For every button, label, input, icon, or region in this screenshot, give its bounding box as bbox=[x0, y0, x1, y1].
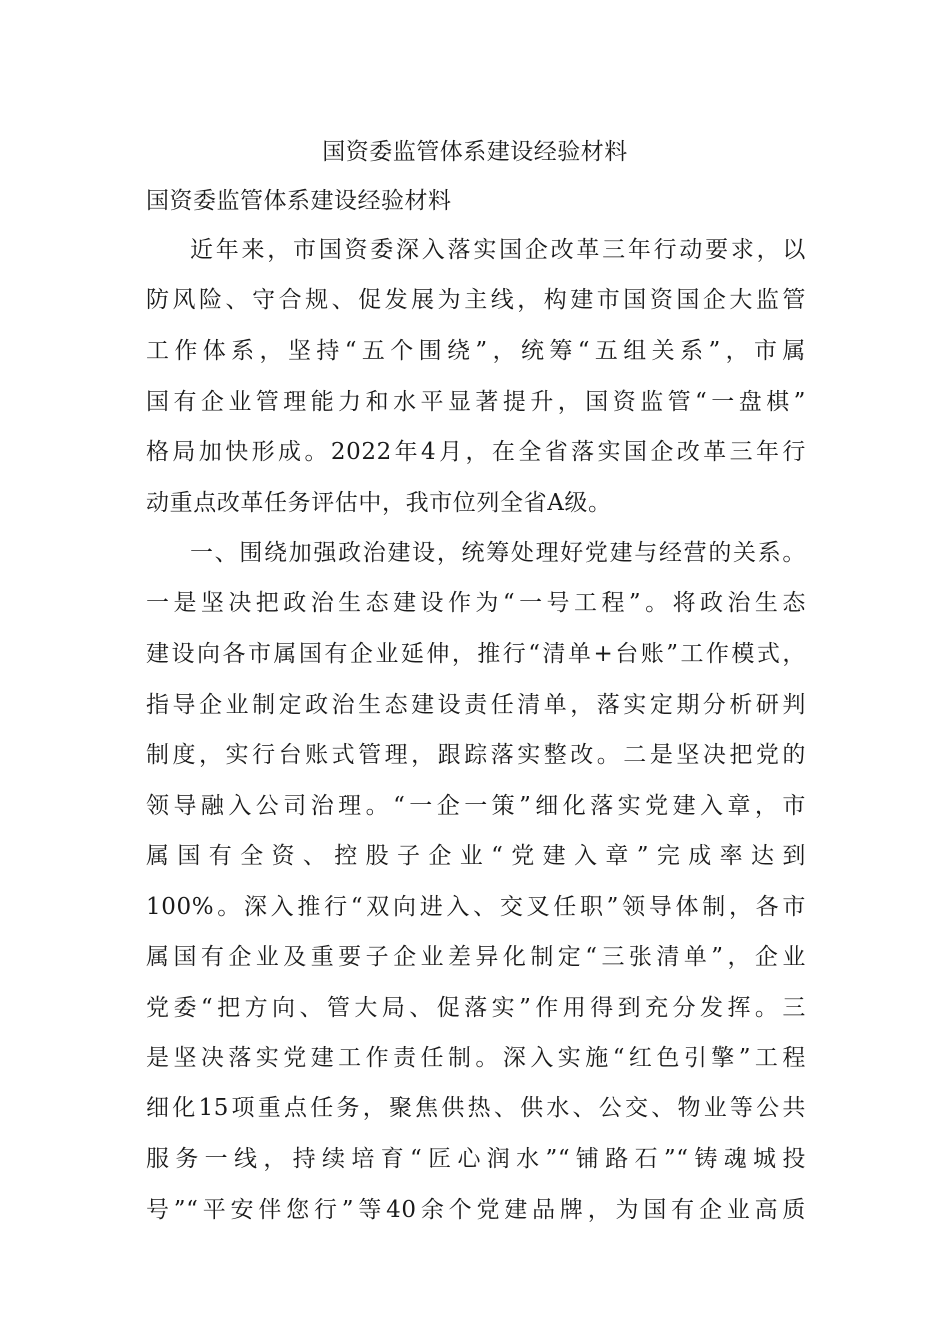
paragraph-line: 100%。深入推行“双向进入、交叉任职”领导体制，各市 bbox=[146, 894, 806, 920]
paragraph-line: 一是坚决把政治生态建设作为“一号工程”。将政治生态 bbox=[146, 590, 806, 616]
paragraph-line: 属国有全资、控股子企业“党建入章”完成率达到 bbox=[146, 843, 806, 869]
paragraph-line: 工作体系，坚持“五个围绕”，统筹“五组关系”，市属 bbox=[146, 338, 806, 364]
paragraph-line: 党委“把方向、管大局、促落实”作用得到充分发挥。三 bbox=[146, 995, 806, 1021]
document-title: 国资委监管体系建设经验材料 bbox=[322, 139, 628, 165]
paragraph-line: 服务一线，持续培育“匠心润水”“铺路石”“铸魂城投 bbox=[146, 1146, 806, 1172]
paragraph-line: 属国有企业及重要子企业差异化制定“三张清单”，企业 bbox=[146, 944, 806, 970]
paragraph-line: 指导企业制定政治生态建设责任清单，落实定期分析研判 bbox=[146, 692, 806, 718]
document-subtitle: 国资委监管体系建设经验材料 bbox=[146, 188, 452, 214]
paragraph-line: 是坚决落实党建工作责任制。深入实施“红色引擎”工程 bbox=[146, 1045, 806, 1071]
paragraph-line: 防风险、守合规、促发展为主线，构建市国资国企大监管 bbox=[146, 287, 806, 313]
paragraph-line: 动重点改革任务评估中，我市位列全省A级。 bbox=[146, 490, 612, 516]
paragraph-line: 建设向各市属国有企业延伸，推行“清单+台账”工作模式， bbox=[146, 641, 806, 667]
paragraph-line: 格局加快形成。2022年4月，在全省落实国企改革三年行 bbox=[146, 439, 806, 465]
paragraph-line: 领导融入公司治理。“一企一策”细化落实党建入章，市 bbox=[146, 793, 806, 819]
paragraph-line: 号”“平安伴您行”等40余个党建品牌，为国有企业高质 bbox=[146, 1197, 806, 1223]
paragraph-line: 细化15项重点任务，聚焦供热、供水、公交、物业等公共 bbox=[146, 1095, 806, 1121]
paragraph-line: 近年来，市国资委深入落实国企改革三年行动要求，以 bbox=[190, 237, 806, 263]
paragraph-line: 国有企业管理能力和水平显著提升，国资监管“一盘棋” bbox=[146, 389, 806, 415]
section-heading-line: 一、围绕加强政治建设，统筹处理好党建与经营的关系。 bbox=[190, 540, 806, 566]
paragraph-line: 制度，实行台账式管理，跟踪落实整改。二是坚决把党的 bbox=[146, 742, 806, 768]
